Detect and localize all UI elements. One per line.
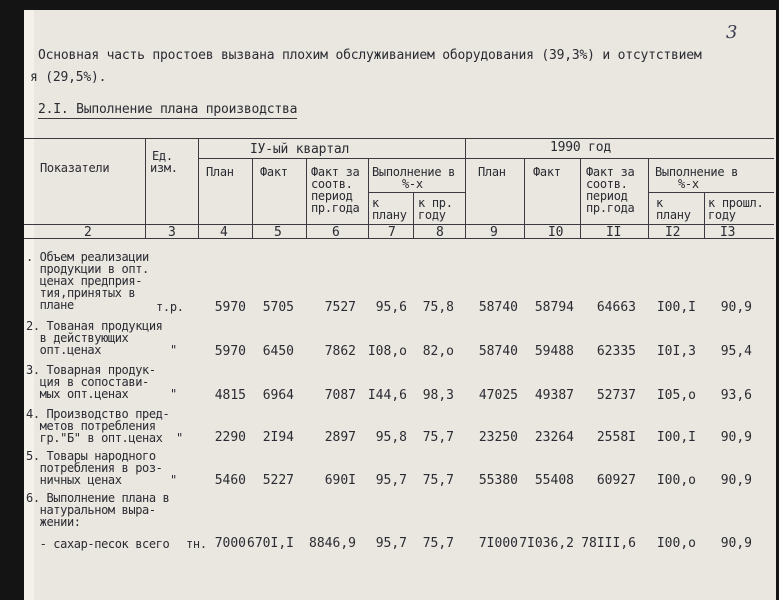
header-q-factprev-l3: период [311, 189, 353, 203]
table-cell: 2290 [214, 430, 246, 445]
header-bottom-rule [24, 224, 774, 225]
table-cell: 75,7 [422, 430, 454, 445]
table-cell: 5227 [262, 473, 294, 488]
header-q-exec-plan-l2: плану [372, 208, 407, 222]
table-cell: 2897 [324, 430, 356, 445]
colnum: 7 [388, 225, 396, 240]
row-label-line: метов потребления [26, 419, 156, 433]
row-label-line: . Объем реализации [26, 250, 149, 264]
row-label-line: потребления в роз- [26, 461, 163, 475]
table-cell: 52737 [596, 388, 636, 403]
table-cell: 95,7 [375, 473, 407, 488]
table-cell: 93,6 [720, 388, 752, 403]
table-cell: I00,o [656, 473, 696, 488]
table-cell: 7862 [324, 344, 356, 359]
table-cell: I08,o [367, 344, 407, 359]
table-cell: 90,9 [720, 536, 752, 551]
scan-edge-left [0, 0, 24, 600]
vrule-1 [145, 138, 146, 238]
colnum-bottom-rule [24, 238, 774, 239]
header-y-exec-plan-l1: к [656, 196, 663, 210]
vrule-10 [648, 158, 649, 238]
header-group-rule [198, 158, 774, 159]
row-label-line: ценах предприя- [26, 274, 143, 288]
header-indicators: Показатели [40, 161, 110, 175]
header-year-group: 1990 год [550, 140, 612, 155]
table-cell: 95,4 [720, 344, 752, 359]
vrule-8 [524, 158, 525, 238]
header-y-plan: План [478, 165, 506, 179]
table-cell: 90,9 [720, 300, 752, 315]
header-exec-y-rule [648, 192, 774, 193]
table-cell: 90,9 [720, 473, 752, 488]
section-title: 2.I. Выполнение плана производства [38, 102, 298, 117]
page-number: 3 [726, 22, 738, 43]
table-cell: 7I000 [478, 536, 518, 551]
intro-line-2: я (29,5%). [30, 70, 107, 85]
table-cell: 690I [324, 473, 356, 488]
vrule-3 [252, 158, 253, 238]
scan-edge-top [0, 0, 779, 10]
row-label-line: тия,принятых в [26, 286, 136, 300]
header-y-factprev-l1: Факт за [586, 165, 635, 179]
vrule-6 [413, 192, 414, 238]
table-cell: 5970 [214, 300, 246, 315]
table-cell: 23264 [534, 430, 574, 445]
header-exec-q-rule [368, 192, 465, 193]
row-label-line: ция в сопостави- [26, 375, 149, 389]
row-label-line: ничных ценах [26, 473, 122, 487]
table-cell: 62335 [596, 344, 636, 359]
table-cell: 7000 [214, 536, 246, 551]
colnum: I3 [720, 225, 736, 240]
row-label-line: натуральном выра- [26, 503, 156, 517]
table-cell: 58794 [534, 300, 574, 315]
table-top-rule [24, 138, 774, 139]
table-cell: 58740 [478, 300, 518, 315]
row-label-line: опт.ценах [26, 343, 102, 357]
table-cell: 6964 [262, 388, 294, 403]
vrule-11 [704, 192, 705, 238]
table-cell: 47025 [478, 388, 518, 403]
row-unit: " [170, 343, 177, 357]
row-label-line: в действующих [26, 331, 129, 345]
header-y-fact: Факт [533, 165, 561, 179]
table-cell: 49387 [534, 388, 574, 403]
vrule-9 [580, 158, 581, 238]
vrule-2 [198, 138, 199, 238]
row-label-line: плане [26, 298, 74, 312]
table-cell: 7087 [324, 388, 356, 403]
row-unit: " [170, 473, 177, 487]
table-cell: 95,7 [375, 536, 407, 551]
header-q-exec-prev-l2: году [418, 208, 446, 222]
header-y-factprev-l2: соотв. [586, 177, 628, 191]
header-y-exec-prev-l2: году [708, 208, 736, 222]
table-cell: 2I94 [262, 430, 294, 445]
header-q-plan: План [206, 165, 234, 179]
header-q-exec-l2: %-х [402, 177, 423, 191]
header-q-exec-l1: Выполнение в [372, 165, 456, 179]
table-cell: 95,6 [375, 300, 407, 315]
table-cell: 5970 [214, 344, 246, 359]
row-label-line: жении: [26, 515, 81, 529]
table-cell: 4815 [214, 388, 246, 403]
table-cell: 95,8 [375, 430, 407, 445]
row-label-line: 4. Производство пред- [26, 407, 170, 421]
table-cell: I0I,3 [656, 344, 696, 359]
row-unit: тн. [186, 537, 207, 551]
table-cell: 75,8 [422, 300, 454, 315]
table-cell: I00,I [656, 300, 696, 315]
header-y-factprev-l3: период [586, 189, 628, 203]
colnum: 4 [220, 225, 228, 240]
table-cell: 90,9 [720, 430, 752, 445]
vrule-4 [306, 158, 307, 238]
table-cell: 78III,6 [581, 536, 636, 551]
header-q-exec-plan-l1: к [372, 196, 379, 210]
table-cell: 7I036,2 [519, 536, 574, 551]
table-cell: 59488 [534, 344, 574, 359]
colnum: 9 [490, 225, 498, 240]
colnum: 2 [84, 225, 92, 240]
table-cell: 64663 [596, 300, 636, 315]
table-cell: 82,o [422, 344, 454, 359]
header-y-exec-l1: Выполнение в [655, 165, 739, 179]
header-q-factprev-l4: пр.года [311, 201, 360, 215]
colnum: II [606, 225, 622, 240]
table-cell: 6450 [262, 344, 294, 359]
header-y-exec-l2: %-х [678, 177, 699, 191]
intro-line-1: Основная часть простоев вызвана плохим обслуживанием оборудования (39,3%) и отсутствием [38, 48, 702, 63]
colnum: 5 [274, 225, 282, 240]
table-cell: 58740 [478, 344, 518, 359]
row-label-line: 3. Товарная продук- [26, 363, 156, 377]
table-cell: I44,6 [367, 388, 407, 403]
header-unit-l2: изм. [150, 161, 178, 175]
colnum: 8 [436, 225, 444, 240]
row-label-line: мых опт.ценах [26, 387, 129, 401]
table-cell: 8846,9 [309, 536, 356, 551]
table-cell: 5705 [262, 300, 294, 315]
header-q-factprev-l2: соотв. [311, 177, 353, 191]
header-q4-group: IУ-ый квартал [250, 142, 350, 157]
row-label-line: гр."Б" в опт.ценах [26, 431, 163, 445]
table-cell: 55408 [534, 473, 574, 488]
row-unit: т.р. [156, 300, 184, 314]
row-unit: " [170, 387, 177, 401]
header-q-exec-prev-l1: к пр. [418, 196, 453, 210]
table-cell: 98,3 [422, 388, 454, 403]
vrule-7 [465, 138, 466, 238]
table-cell: 2558I [596, 430, 636, 445]
table-cell: 23250 [478, 430, 518, 445]
row-unit: " [176, 431, 183, 445]
row-label-line: продукции в опт. [26, 262, 149, 276]
header-y-exec-plan-l2: плану [656, 208, 691, 222]
row-label-line: - сахар-песок всего [26, 537, 170, 551]
table-cell: 55380 [478, 473, 518, 488]
table-cell: I00,o [656, 536, 696, 551]
row-label-line: 2. Тованая продукция [26, 319, 163, 333]
row-label-line: 5. Товары народного [26, 449, 156, 463]
table-cell: 60927 [596, 473, 636, 488]
row-label-line: 6. Выполнение плана в [26, 491, 170, 505]
header-unit-l1: Ед. [152, 149, 173, 163]
table-cell: 7527 [324, 300, 356, 315]
colnum: I2 [665, 225, 681, 240]
table-cell: 75,7 [422, 536, 454, 551]
vrule-5 [368, 158, 369, 238]
table-cell: 5460 [214, 473, 246, 488]
colnum: 3 [168, 225, 176, 240]
table-cell: 75,7 [422, 473, 454, 488]
header-q-fact: Факт [260, 165, 288, 179]
colnum: I0 [548, 225, 564, 240]
colnum: 6 [332, 225, 340, 240]
header-y-exec-prev-l1: к прошл. [708, 196, 764, 210]
header-y-factprev-l4: пр.года [586, 201, 635, 215]
table-cell: I00,I [656, 430, 696, 445]
table-cell: I05,o [656, 388, 696, 403]
header-q-factprev-l1: Факт за [311, 165, 360, 179]
table-cell: 670I,I [247, 536, 294, 551]
